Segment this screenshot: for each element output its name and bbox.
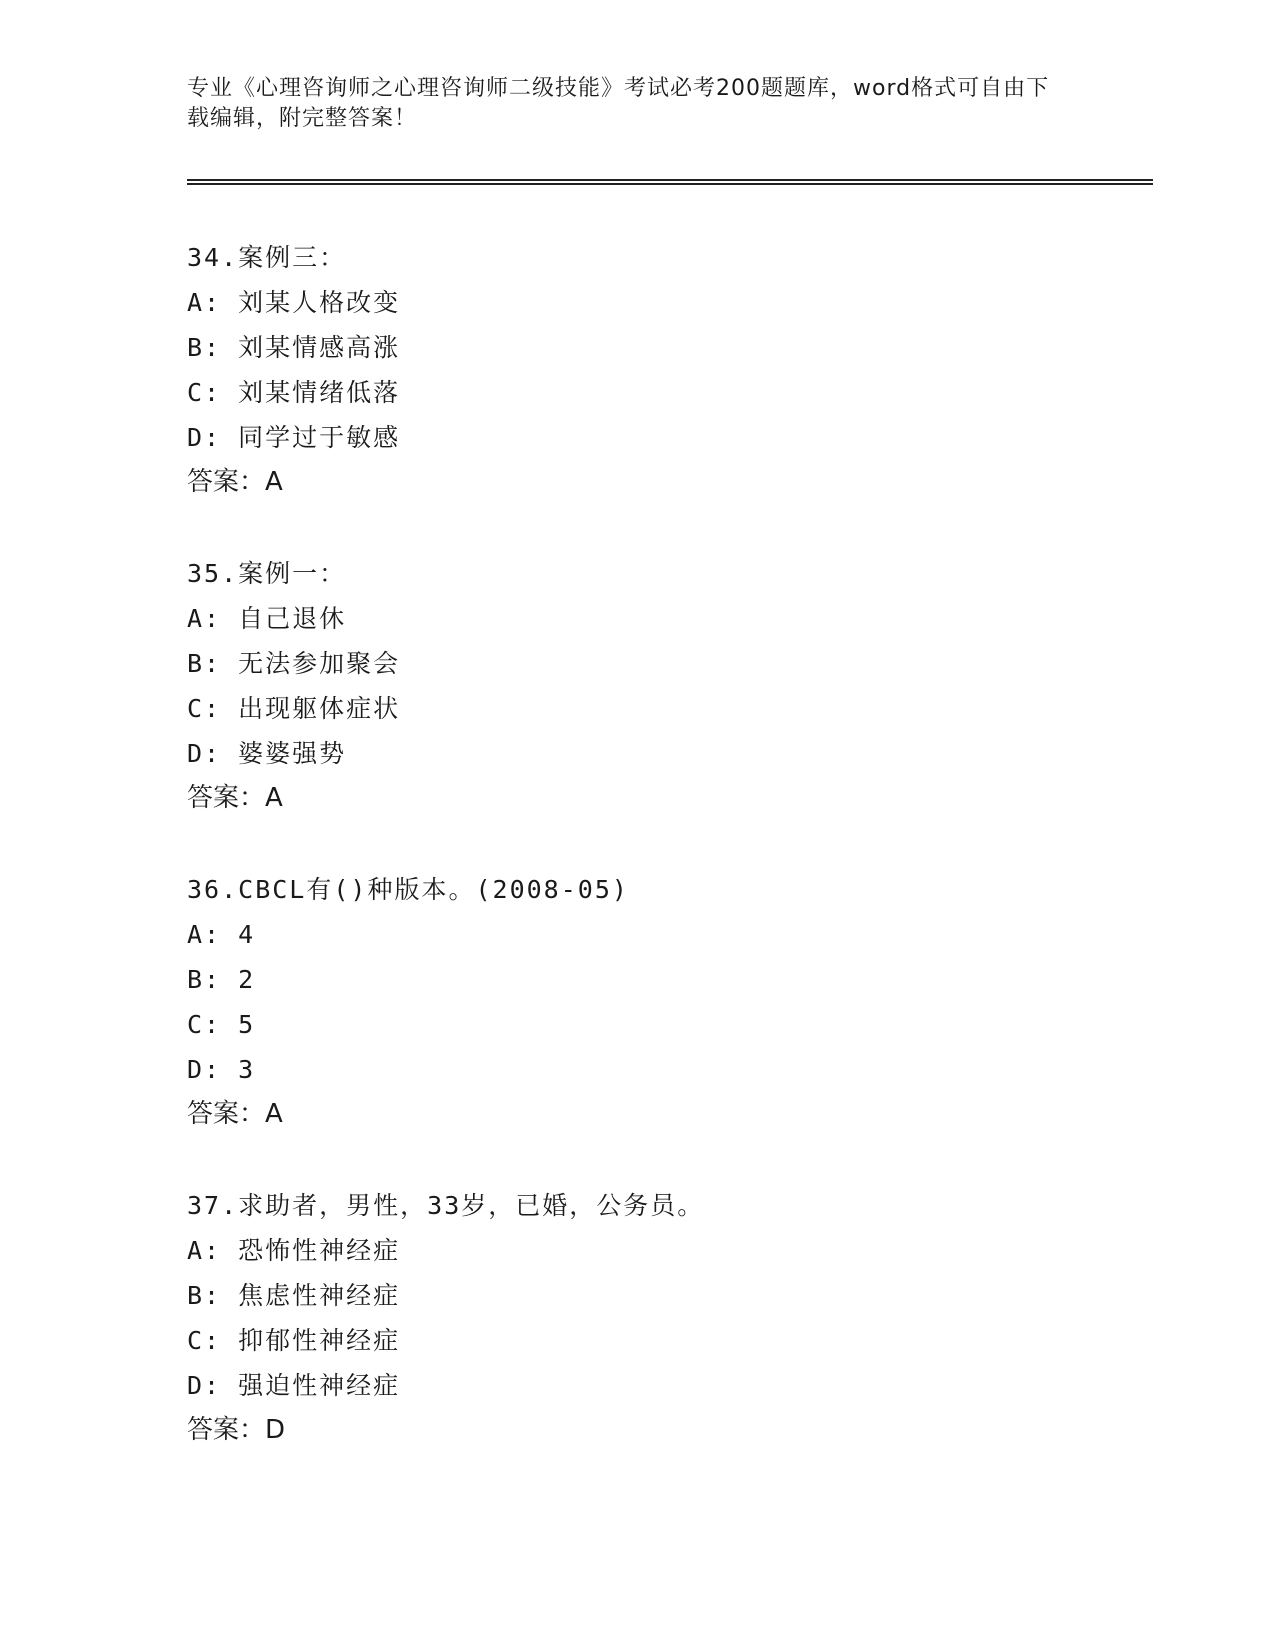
option-c: C: 5: [187, 1010, 256, 1039]
question-36: [187, 867, 1137, 1137]
answer-line: 答案：D: [187, 1415, 286, 1445]
option-c: C: 抑郁性神经症: [187, 1326, 401, 1355]
option-c: C: 刘某情绪低落: [187, 378, 401, 407]
answer-line: 答案：A: [187, 783, 283, 813]
option-d: D: 强迫性神经症: [187, 1371, 401, 1400]
question-stem: 36.CBCL有()种版本。(2008-05): [187, 875, 629, 904]
question-stem: 34.案例三：: [187, 243, 347, 272]
option-b: B: 无法参加聚会: [187, 649, 401, 678]
option-a: A: 刘某人格改变: [187, 288, 401, 317]
option-b: B: 刘某情感高涨: [187, 333, 401, 362]
question-list: [187, 235, 1137, 1499]
question-stem: 35.案例一：: [187, 559, 347, 588]
option-b: B: 2: [187, 965, 256, 994]
question-37: [187, 1183, 1137, 1453]
option-b: B: 焦虑性神经症: [187, 1281, 401, 1310]
option-a: A: 自己退休: [187, 604, 347, 633]
document-header: 专业《心理咨询师之心理咨询师二级技能》考试必考200题题库，word格式可自由下载编辑，附完整答案！: [187, 76, 1050, 131]
option-a: A: 4: [187, 920, 256, 949]
answer-line: 答案：A: [187, 467, 283, 497]
question-stem: 37.求助者，男性，33岁，已婚，公务员。: [187, 1191, 705, 1220]
option-d: D: 同学过于敏感: [187, 423, 401, 452]
question-34: [187, 235, 1137, 505]
option-a: A: 恐怖性神经症: [187, 1236, 401, 1265]
answer-line: 答案：A: [187, 1099, 283, 1129]
option-d: D: 婆婆强势: [187, 739, 347, 768]
header-divider: [187, 179, 1153, 185]
option-c: C: 出现躯体症状: [187, 694, 401, 723]
option-d: D: 3: [187, 1055, 256, 1084]
question-35: [187, 551, 1137, 821]
